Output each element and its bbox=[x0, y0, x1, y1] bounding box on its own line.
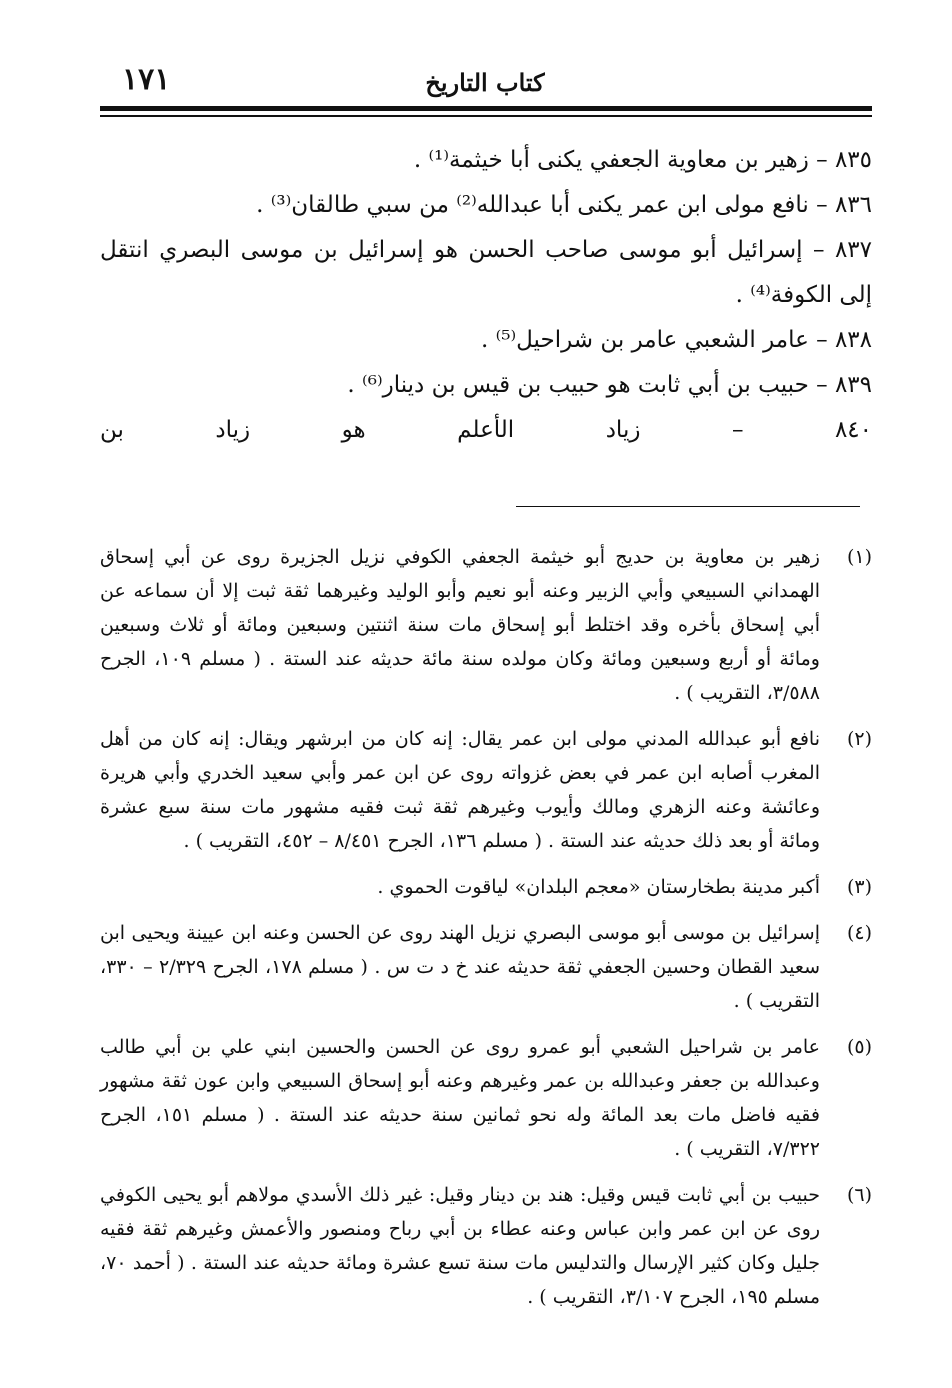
footnote-text: زهير بن معاوية بن حديج أبو خيثمة الجعفي الكوفي نزيل الجزيرة روى عن أبي إسحاق الهمداني السبيعي وأبي الزبير وعنه أبو نعيم وأبو الوليد وغيرهما ثقة ثبت إلا أن سماعه عن أبي إسحاق بأخره وقد اختلط أبو إسحاق مات سنة اثنتين وسبعين ومائة أو ثلاث وسبعين ومائة أو أربع وسبعين ومائة وكان مولده سنة مائة حديثه عند الستة . ( مسلم ١٠٩، الجرح ٣/٥٨٨، التقريب ) . bbox=[100, 546, 820, 704]
footnote-separator bbox=[516, 506, 860, 507]
entry-836: ٨٣٦ – نافع مولى ابن عمر يكنى أبا عبدالله⁽²⁾ من سبي طالقان⁽³⁾ . bbox=[256, 192, 872, 218]
footnote-text: عامر بن شراحيل الشعبي أبو عمرو روى عن الحسن والحسين ابني علي بن أبي طالب وعبدالله بن جعفر وعبدالله بن عمر وغيرهم وعنه أبو إسحاق السبيعي وابن عون ثقة مشهور فقيه فاضل مات بعد المائة وله نحو ثمانين سنة حديثه عند الستة . ( مسلم ١٥١، الجرح ٧/٣٢٢، التقريب ) . bbox=[100, 1036, 820, 1160]
footnotes bbox=[100, 540, 872, 1326]
entry-839: ٨٣٩ – حبيب بن أبي ثابت هو حبيب بن قيس بن دينار⁽⁶⁾ . bbox=[347, 372, 872, 398]
footnote-text: إسرائيل بن موسى أبو موسى البصري نزيل الهند روى عن الحسن وعنه ابن عيينة ويحيى ابن سعيد القطان وحسين الجعفي ثقة حديثه عند خ د ت س . ( مسلم ١٧٨، الجرح ٢/٣٢٩ – ٣٣٠، التقريب ) . bbox=[100, 922, 820, 1012]
entry-835: ٨٣٥ – زهير بن معاوية الجعفي يكنى أبا خيثمة⁽¹⁾ . bbox=[413, 147, 872, 173]
footnote-number: (٤) bbox=[846, 922, 872, 944]
footnote-4 bbox=[100, 916, 872, 1018]
page-header bbox=[100, 58, 870, 102]
footnote-number: (٥) bbox=[846, 1036, 872, 1058]
header-rule-thin bbox=[100, 115, 872, 117]
entry-840: ٨٤٠ – زياد الأعلم هو زياد بن bbox=[100, 417, 872, 443]
footnote-1 bbox=[100, 540, 872, 710]
footnote-2 bbox=[100, 722, 872, 858]
footnote-number: (١) bbox=[846, 546, 872, 568]
footnote-text: نافع أبو عبدالله المدني مولى ابن عمر يقال: إنه كان من ابرشهر ويقال: إنه كان من أهل المغرب أصابه ابن عمر في بعض غزواته روى عن ابن عمر وأبي سعيد الخدري وأبي هريرة وعائشة وعنه الزهري ومالك وأيوب وغيرهم ثقة ثبت فقيه مشهور مات سنة سبع عشرة ومائة أو بعد ذلك حديثه عند الستة . ( مسلم ١٣٦، الجرح ٨/٤٥١ – ٤٥٢، التقريب ) . bbox=[100, 728, 820, 852]
entry-838: ٨٣٨ – عامر الشعبي عامر بن شراحيل⁽⁵⁾ . bbox=[480, 327, 872, 353]
footnote-text: حبيب بن أبي ثابت قيس وقيل: هند بن دينار وقيل: غير ذلك الأسدي مولاهم أبو يحيى الكوفي روى عن ابن عمر وابن عباس وعنه عطاء بن أبي رباح ومنصور والأعمش وغيرهم ثقة فقيه جليل وكان كثير الإرسال والتدليس مات سنة تسع عشرة ومائة حديثه عند الستة . ( أحمد ٧٠، مسلم ١٩٥، الجرح ٣/١٠٧، التقريب ) . bbox=[100, 1184, 820, 1308]
footnote-5 bbox=[100, 1030, 872, 1166]
book-title: كتاب التاريخ bbox=[425, 68, 545, 97]
page-number: ١٧١ bbox=[122, 62, 171, 97]
footnote-number: (٢) bbox=[846, 728, 872, 750]
header-rule-thick bbox=[100, 106, 872, 111]
footnote-number: (٣) bbox=[846, 876, 872, 898]
entry-837: ٨٣٧ – إسرائيل أبو موسى صاحب الحسن هو إسرائيل بن موسى البصري انتقل إلى الكوفة⁽⁴⁾ . bbox=[100, 237, 872, 308]
footnote-text: أكبر مدينة بطخارستان «معجم البلدان» لياقوت الحموي . bbox=[377, 876, 820, 898]
footnote-number: (٦) bbox=[846, 1184, 872, 1206]
main-text bbox=[100, 138, 872, 453]
footnote-3 bbox=[100, 870, 872, 904]
footnote-6 bbox=[100, 1178, 872, 1314]
